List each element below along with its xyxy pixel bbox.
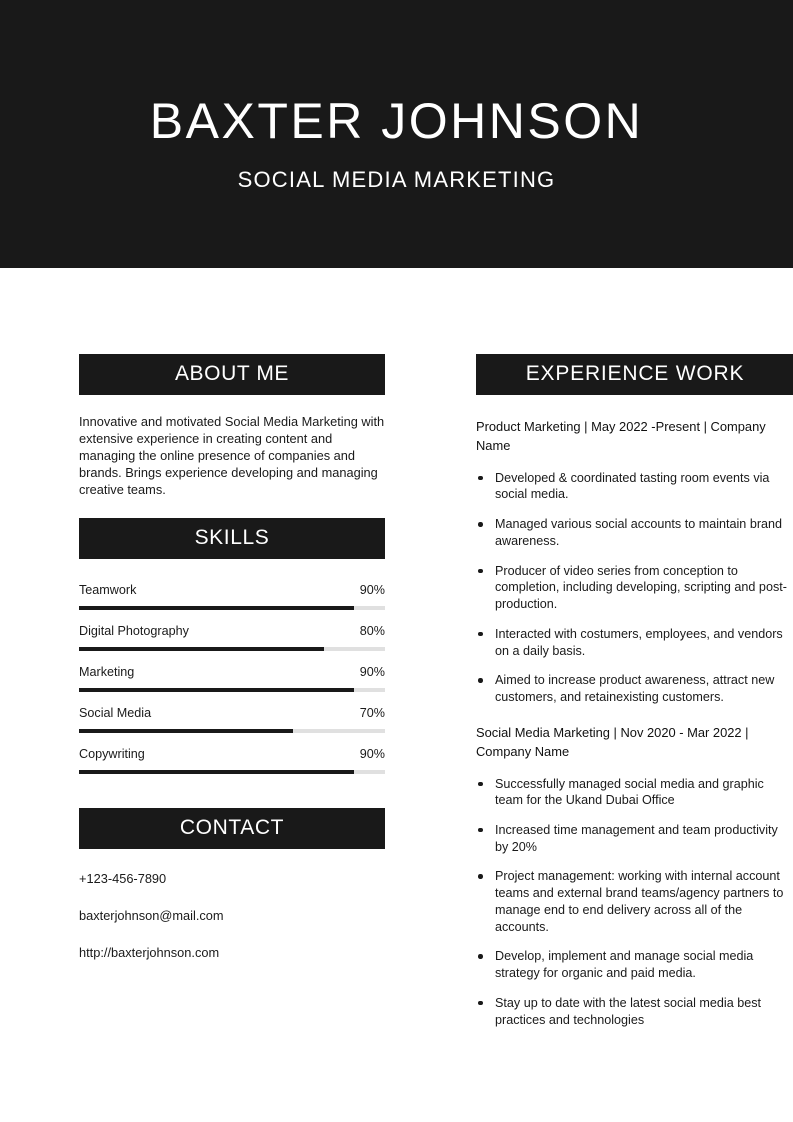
skill-value: 90% <box>359 583 385 598</box>
skill-item <box>79 747 385 774</box>
skill-progress-track <box>79 770 385 774</box>
skill-progress-track <box>79 729 385 733</box>
skill-value: 90% <box>359 747 385 762</box>
experience-entry <box>476 723 793 1029</box>
contact-website[interactable]: http://baxterjohnson.com <box>79 945 220 961</box>
skill-label: Copywriting <box>79 747 145 762</box>
section-title-contact: CONTACT <box>79 808 385 849</box>
skill-progress-fill <box>79 647 324 651</box>
section-title-experience: EXPERIENCE WORK <box>476 354 793 395</box>
skill-progress-fill <box>79 606 354 610</box>
skill-progress-track <box>79 606 385 610</box>
skill-label: Teamwork <box>79 583 137 598</box>
skill-label: Social Media <box>79 706 152 721</box>
list-item: Producer of video series from conception to completion, including developing, scripting and post-production. <box>476 563 793 613</box>
skill-progress-track <box>79 647 385 651</box>
skill-item <box>79 624 385 651</box>
list-item: Stay up to date with the latest social media best practices and technologies <box>476 995 793 1028</box>
resume-header <box>0 0 793 268</box>
skills-list <box>79 583 385 774</box>
contact-email[interactable]: baxterjohnson@mail.com <box>79 908 224 924</box>
contact-list <box>79 871 385 960</box>
section-title-skills: SKILLS <box>79 518 385 559</box>
job-heading: Product Marketing | May 2022 -Present | Company Name <box>476 419 766 454</box>
job-bullets <box>476 776 793 1029</box>
list-item: Develop, implement and manage social media strategy for organic and paid media. <box>476 948 793 981</box>
list-item: Developed & coordinated tasting room events via social media. <box>476 470 793 503</box>
list-item: Managed various social accounts to maintain brand awareness. <box>476 516 793 549</box>
job-bullets <box>476 470 793 706</box>
resume-body <box>0 268 793 1041</box>
left-column <box>79 354 385 1041</box>
experience-entry <box>476 417 793 706</box>
skill-progress-track <box>79 688 385 692</box>
job-heading: Social Media Marketing | Nov 2020 - Mar 2022 | Company Name <box>476 724 749 760</box>
skill-item <box>79 665 385 692</box>
skill-item <box>79 583 385 610</box>
list-item: Project management: working with internal account teams and external brand teams/agency partners to manage end to end delivery across all of the accounts. <box>476 868 793 935</box>
about-text: Innovative and motivated Social Media Marketing with extensive experience in creating content and managing the online presence of companies and brands. Brings experience developing and managing creative teams. <box>79 414 385 497</box>
skill-label: Digital Photography <box>79 624 189 639</box>
skill-value: 90% <box>359 665 385 680</box>
list-item: Interacted with costumers, employees, and vendors on a daily basis. <box>476 626 793 659</box>
list-item: Increased time management and team productivity by 20% <box>476 822 793 855</box>
skill-progress-fill <box>79 729 293 733</box>
header-subtitle: SOCIAL MEDIA MARKETING <box>237 166 556 192</box>
section-title-about: ABOUT ME <box>79 354 385 395</box>
skill-progress-fill <box>79 688 354 692</box>
right-column <box>476 354 793 1041</box>
skill-value: 70% <box>359 706 385 721</box>
skill-label: Marketing <box>79 665 135 680</box>
skill-value: 80% <box>359 624 385 639</box>
list-item: Aimed to increase product awareness, attract new customers, and retainexisting customers. <box>476 672 793 705</box>
page-title: BAXTER JOHNSON <box>149 92 644 149</box>
contact-phone: +123-456-7890 <box>79 871 167 887</box>
list-item: Successfully managed social media and graphic team for the Ukand Dubai Office <box>476 776 793 809</box>
skill-item <box>79 706 385 733</box>
skill-progress-fill <box>79 770 354 774</box>
